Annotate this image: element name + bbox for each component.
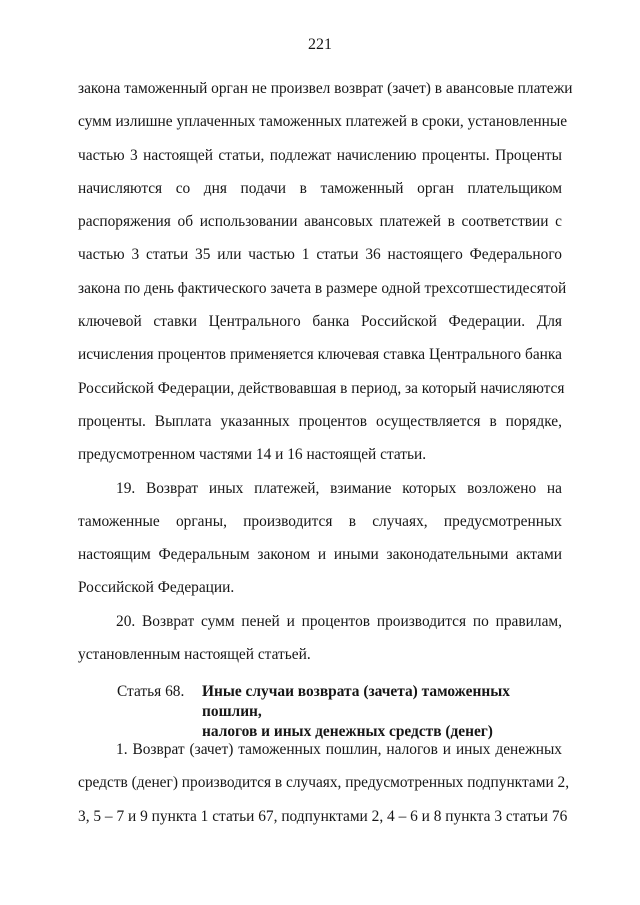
text-line: частью 3 статьи 35 или частью 1 статьи 36 настоящего Федерального bbox=[78, 246, 562, 264]
paragraph-19-line: настоящим Федеральным законом и иными законодательными актами bbox=[78, 546, 562, 564]
paragraph-19-line: таможенные органы, производится в случаях, предусмотренных bbox=[78, 512, 562, 530]
article-label: Статья 68. bbox=[117, 683, 185, 700]
text-line: начисляются со дня подачи в таможенный орган плательщиком bbox=[78, 179, 562, 197]
body-text-bottom bbox=[78, 733, 570, 833]
article-68-line: 3, 5 – 7 и 9 пункта 1 статьи 67, подпунктами 2, 4 – 6 и 8 пункта 3 статьи 76 bbox=[78, 807, 568, 825]
page-number: 221 bbox=[308, 36, 332, 53]
article-title-line: Иные случаи возврата (зачета) таможенных пошлин, bbox=[202, 683, 510, 720]
text-line: частью 3 настоящей статьи, подлежат начислению проценты. Проценты bbox=[78, 146, 562, 164]
paragraph-20-line: установленным настоящей статьей. bbox=[78, 646, 311, 664]
article-title-line: налогов и иных денежных средств (денег) bbox=[202, 723, 493, 740]
text-line: проценты. Выплата указанных процентов осуществляется в порядке, bbox=[78, 412, 562, 430]
text-line: закона таможенный орган не произвел возврат (зачет) в авансовые платежи bbox=[78, 80, 573, 97]
text-line: распоряжения об использовании авансовых платежей в соответствии с bbox=[78, 213, 562, 231]
article-68-line: 1. Возврат (зачет) таможенных пошлин, налогов и иных денежных bbox=[116, 741, 562, 758]
paragraph-19-line: Российской Федерации. bbox=[78, 579, 235, 597]
article-68-line: средств (денег) производится в случаях, предусмотренных подпунктами 2, bbox=[78, 774, 570, 792]
text-line: Российской Федерации, действовавшая в период, за который начисляются bbox=[78, 379, 565, 397]
text-line: сумм излишне уплаченных таможенных платежей в сроки, установленные bbox=[78, 113, 568, 131]
text-line: закона по день фактического зачета в размере одной трехсотшестидесятой bbox=[78, 279, 567, 297]
text-line: предусмотренном частями 14 и 16 настоящей статьи. bbox=[78, 446, 427, 464]
text-line: ключевой ставки Центрального банка Российской Федерации. Для bbox=[78, 313, 562, 331]
text-line: исчисления процентов применяется ключевая ставка Центрального банка bbox=[78, 346, 562, 364]
paragraph-19-line: 19. Возврат иных платежей, взимание которых возложено на bbox=[116, 479, 562, 497]
body-text-top bbox=[78, 72, 573, 671]
paragraph-20-line: 20. Возврат сумм пеней и процентов производится по правилам, bbox=[116, 612, 562, 630]
